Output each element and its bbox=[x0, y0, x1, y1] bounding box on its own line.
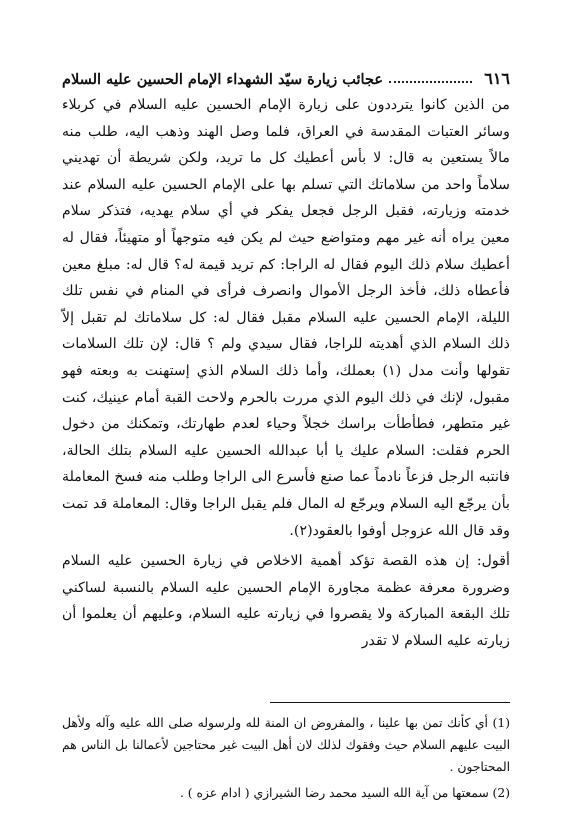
footnotes bbox=[62, 712, 510, 804]
header-dot-leader bbox=[389, 81, 472, 83]
body-paragraph-2: أقول: إن هذه القصة تؤكد أهمية الاخلاص في زيارة الحسين عليه السلام وضرورة معرفة عظمة مجاورة الإمام الحسين عليه السلام بالنسبة لساكني تلك البقعة المباركة ولا يقصروا في زيارته عليه السلام، وعليهم أن يعلموا أن زيارته عليه السلام لا تقدر bbox=[62, 553, 510, 649]
main-text bbox=[62, 92, 510, 654]
page-number: ٦١٦ bbox=[484, 69, 510, 88]
body-paragraph-1: من الذين كانوا يترددون على زيارة الإمام الحسين عليه السلام في كربلاء وسائر العتبات المقدسة في العراق، فلما وصل الهند وذهب اليه، طلب منه مالاً يستعين به قال: لا بأس أعطيك كل ما تريد، ولكن شريطة أن تهديني سلاماً واحد من سلاماتك التي تسلم بها على الإمام الحسين عليه السلام عند خدمته وزيارته، فقبل الرجل فجعل يفكر في أي سلام يهديه، فتذكر سلام معين يراه أنه غير مهم ومتواضع حيث لم يكن فيه متوجهاً أو متهيئاً، فقال له أعطيك سلام ذلك اليوم فقال له الراجا: كم تريد قيمة له؟ قال له: مبلغ معين فأعطاه ذلك، فأخذ الرجل الأموال وانصرف فرأى في المنام في نفس تلك الليلة، الإمام الحسين عليه السلام مقبل فقال له: كل سلاماتك لم تقبل إلاّ ذلك السلام الذي أهديته للراجا، فقال سيدي ولم ؟ قال: لإن تلك السلامات تقولها وأنت مدل (١) بعملك، وأما ذلك السلام الذي إستهنت به وبعته فهو مقبول، لإنك في ذلك اليوم الذي مررت بالحرم ولاحت القبة أمام عينيك، كنت غير متطهر، فطأطأت براسك خجلاً وحياء لعدم طهارتك، وتمكنك من دخول الحرم فقلت: السلام عليك يا أبا عبدالله الحسين عليه السلام بتلك الحالة، فانتبه الرجل فزعاً نادماً عما صنع فأسرع الى الراجا وطلب منه فسخ المعاملة بأن يرجّع اليه السلام ويرجّع له المال فلم يقبل الراجا وقال: المعاملة قد تمت وقد قال الله عزوجل أوفوا بالعقود(٢). bbox=[62, 97, 510, 539]
footnote-separator bbox=[270, 702, 510, 703]
footnote-1: (1) أي كأنك تمن بها علينا ، والمفروض ان المنة لله ولرسوله صلى الله عليه وآله ولأهل البيت عليهم السلام حيث وفقوك لذلك لان أهل البيت غير محتاجين لأعمالنا بل الناس هم المحتاجون . bbox=[62, 716, 510, 774]
page-header bbox=[62, 62, 510, 88]
running-title: عجائب زيارة سيّد الشهداء الإمام الحسين عليه السلام bbox=[62, 71, 383, 88]
footnote-2: (2) سمعتها من آية الله السيد محمد رضا الشيرازي ( ادام عزه ) . bbox=[179, 786, 510, 800]
